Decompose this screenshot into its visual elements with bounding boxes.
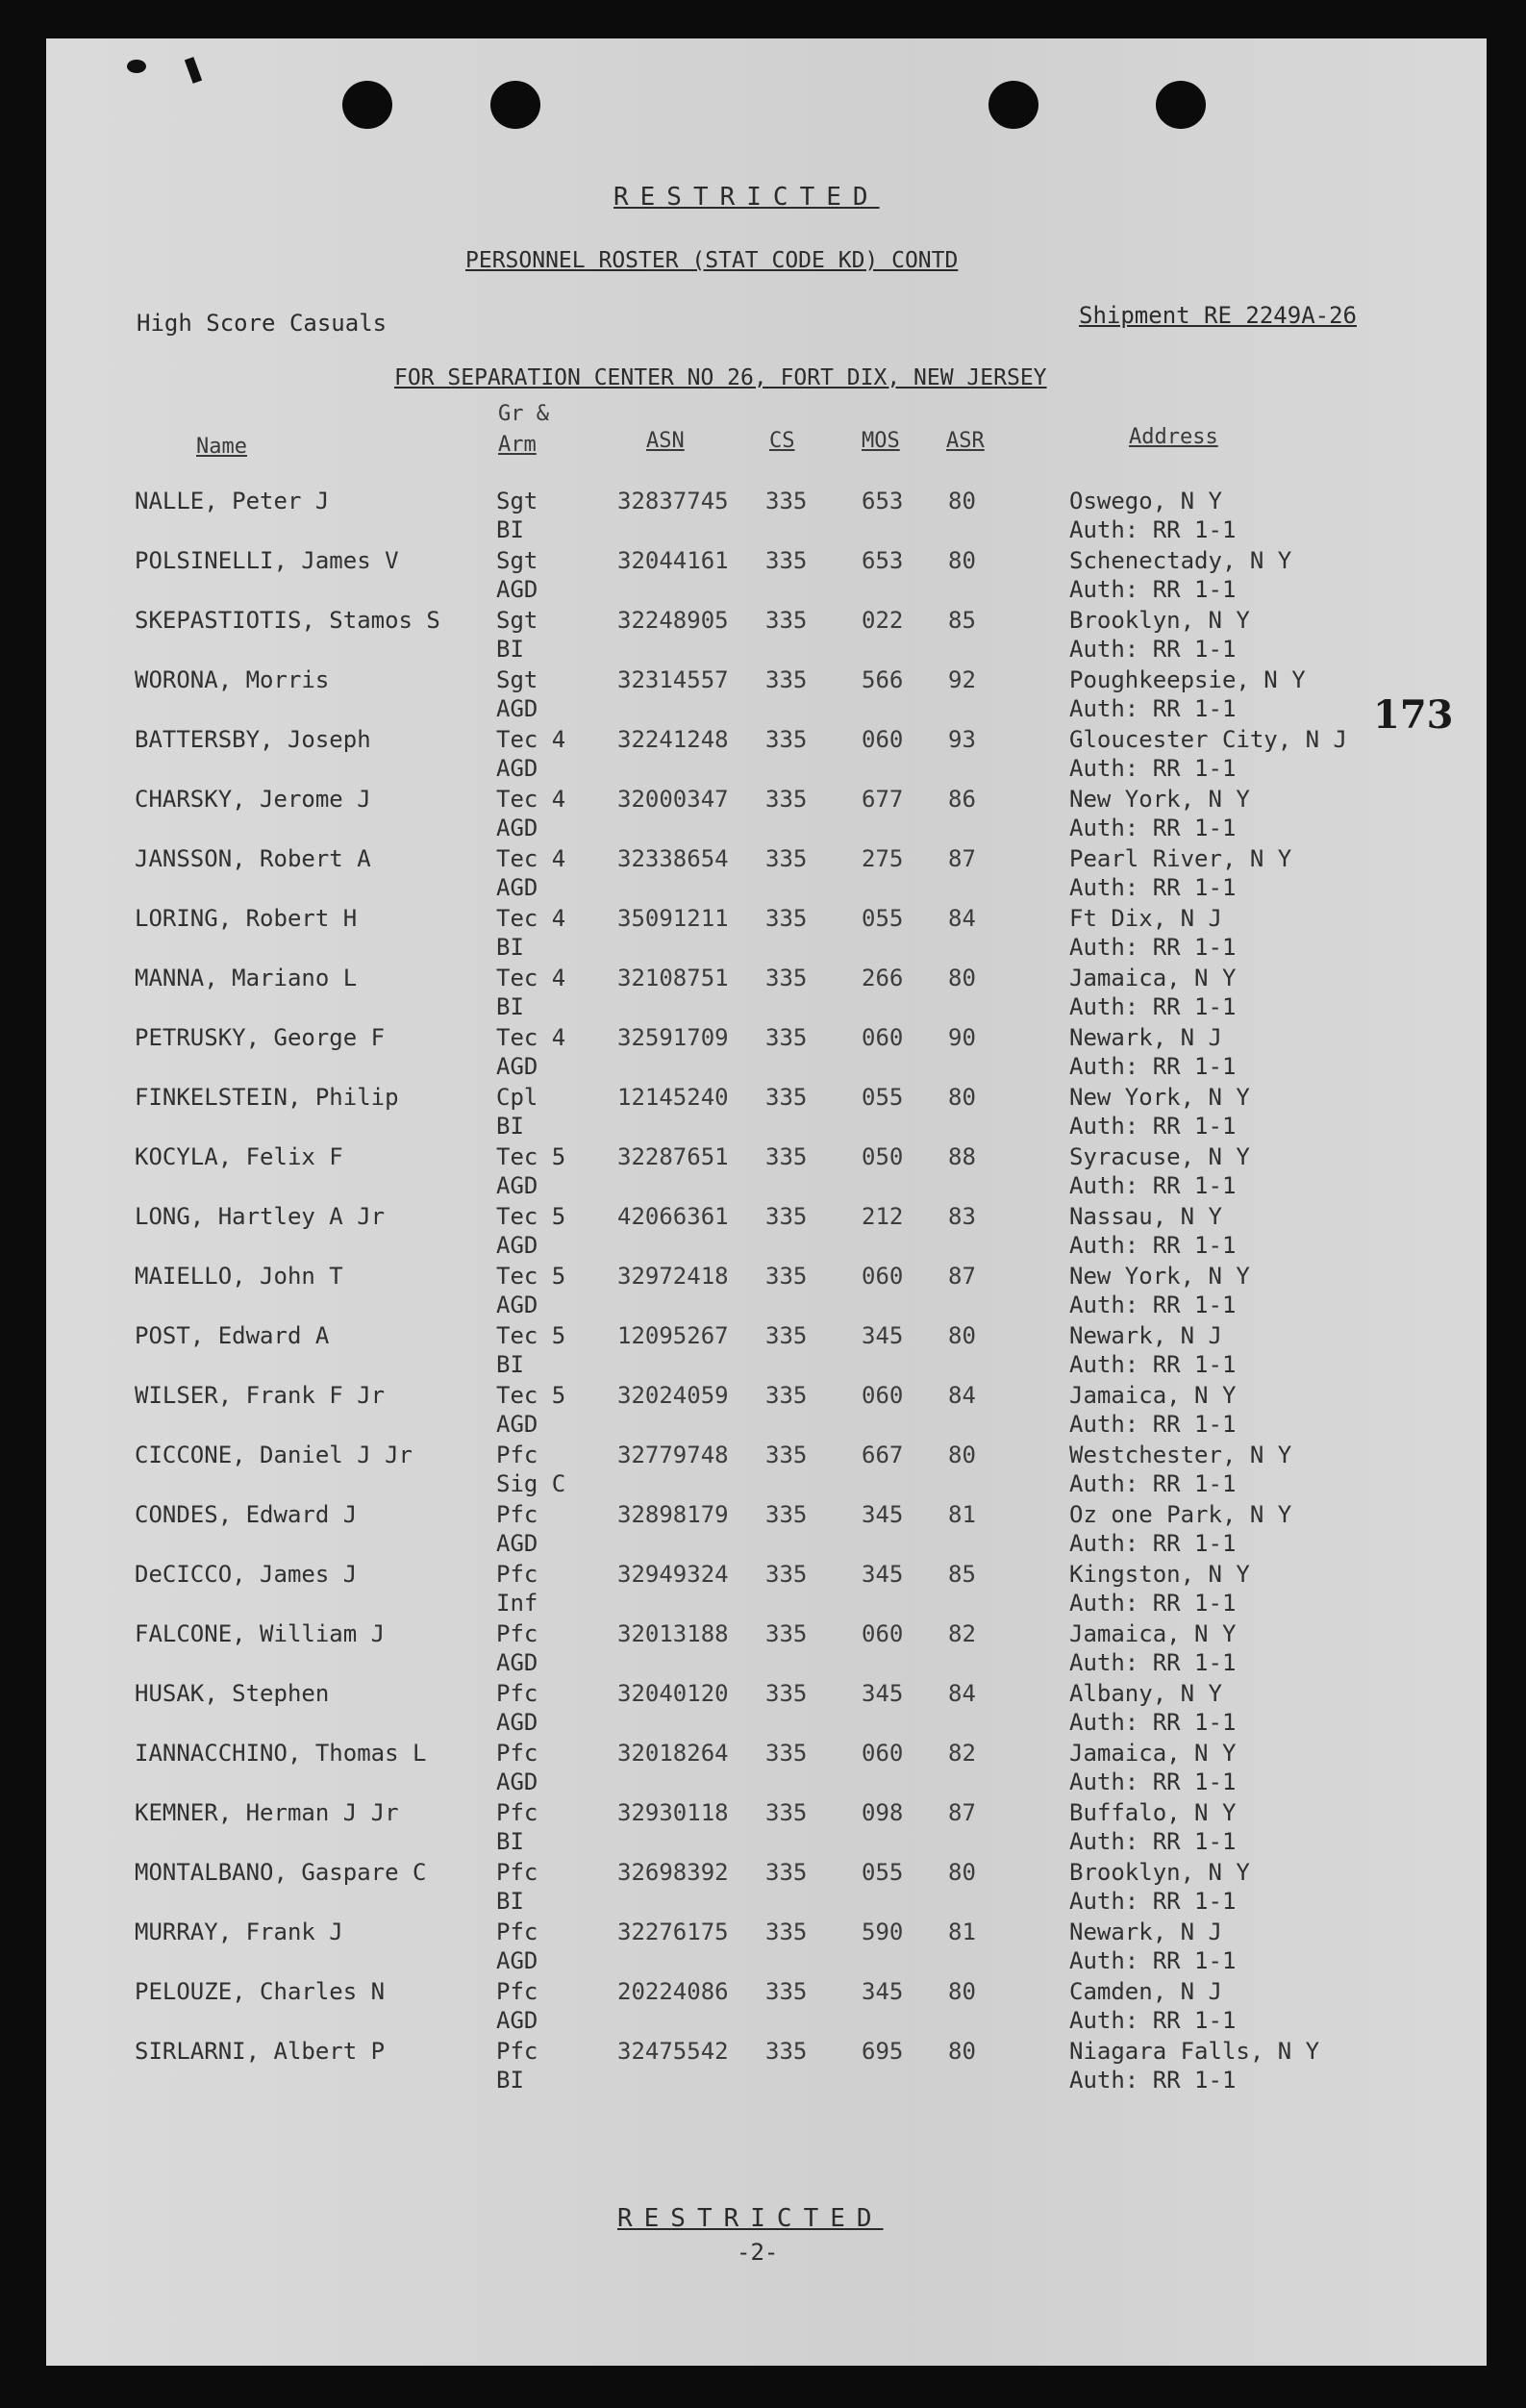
row-name: PELOUZE, Charles N: [135, 1978, 386, 2005]
roster-row: [46, 785, 1487, 844]
row-arm: BI: [496, 1351, 524, 1378]
row-address: Niagara Falls, N Y: [1069, 2038, 1320, 2065]
row-arm: AGD: [496, 1530, 538, 1557]
row-asn: 32000347: [617, 786, 729, 813]
roster-row: [46, 904, 1487, 964]
row-mos: 345: [862, 1322, 904, 1349]
row-address: Jamaica, N Y: [1069, 965, 1237, 991]
row-name: LORING, Robert H: [135, 905, 358, 932]
row-mos: 266: [862, 965, 904, 991]
row-mos: 050: [862, 1143, 904, 1170]
roster-row: [46, 964, 1487, 1023]
row-authorization: Auth: RR 1-1: [1069, 1292, 1237, 1318]
row-asr: 80: [948, 2038, 976, 2065]
col-header-arm: Arm: [498, 433, 537, 457]
row-address: Brooklyn, N Y: [1069, 607, 1250, 634]
row-grade: Sgt: [496, 488, 538, 514]
row-authorization: Auth: RR 1-1: [1069, 1530, 1237, 1557]
row-cs: 335: [765, 1263, 808, 1290]
row-grade: Tec 4: [496, 845, 566, 872]
row-asr: 87: [948, 1263, 976, 1290]
row-grade: Pfc: [496, 1442, 538, 1468]
row-name: MAIELLO, John T: [135, 1263, 343, 1290]
row-name: SKEPASTIOTIS, Stamos S: [135, 607, 440, 634]
staple-mark: [185, 57, 202, 84]
row-cs: 335: [765, 726, 808, 753]
row-asr: 93: [948, 726, 976, 753]
roster-row: [46, 1977, 1487, 2037]
row-name: POST, Edward A: [135, 1322, 330, 1349]
row-name: MURRAY, Frank J: [135, 1919, 343, 1945]
classification-bottom: RESTRICTED: [617, 2204, 884, 2233]
torn-corner-mark: [127, 60, 146, 73]
row-grade: Tec 4: [496, 965, 566, 991]
row-grade: Pfc: [496, 1740, 538, 1767]
row-cs: 335: [765, 1084, 808, 1111]
row-cs: 335: [765, 1561, 808, 1588]
row-authorization: Auth: RR 1-1: [1069, 1411, 1237, 1438]
row-asn: 32972418: [617, 1263, 729, 1290]
roster-row: [46, 1441, 1487, 1500]
row-address: Schenectady, N Y: [1069, 547, 1292, 574]
row-asn: 12145240: [617, 1084, 729, 1111]
row-grade: Pfc: [496, 1799, 538, 1826]
row-arm: AGD: [496, 576, 538, 603]
row-address: Pearl River, N Y: [1069, 845, 1292, 872]
row-arm: AGD: [496, 755, 538, 782]
row-asr: 87: [948, 845, 976, 872]
row-cs: 335: [765, 1919, 808, 1945]
row-grade: Cpl: [496, 1084, 538, 1111]
row-grade: Pfc: [496, 1620, 538, 1647]
row-cs: 335: [765, 1203, 808, 1230]
row-arm: BI: [496, 636, 524, 663]
row-address: New York, N Y: [1069, 786, 1250, 813]
row-asn: 32044161: [617, 547, 729, 574]
row-asn: 42066361: [617, 1203, 729, 1230]
roster-row: [46, 1381, 1487, 1441]
row-grade: Pfc: [496, 2038, 538, 2065]
row-authorization: Auth: RR 1-1: [1069, 2067, 1237, 2094]
col-header-address: Address: [1129, 425, 1218, 449]
row-name: CONDES, Edward J: [135, 1501, 358, 1528]
row-cs: 335: [765, 666, 808, 693]
roster-title: PERSONNEL ROSTER (STAT CODE KD) CONTD: [465, 248, 959, 273]
row-name: HUSAK, Stephen: [135, 1680, 330, 1707]
row-cs: 335: [765, 1740, 808, 1767]
row-cs: 335: [765, 1442, 808, 1468]
row-authorization: Auth: RR 1-1: [1069, 1768, 1237, 1795]
row-asr: 80: [948, 1322, 976, 1349]
row-name: FALCONE, William J: [135, 1620, 386, 1647]
row-grade: Pfc: [496, 1501, 538, 1528]
row-mos: 055: [862, 1859, 904, 1886]
row-address: Kingston, N Y: [1069, 1561, 1250, 1588]
row-arm: AGD: [496, 1053, 538, 1080]
row-address: Newark, N J: [1069, 1919, 1222, 1945]
row-asn: 32930118: [617, 1799, 729, 1826]
row-name: WILSER, Frank F Jr: [135, 1382, 386, 1409]
row-name: CHARSKY, Jerome J: [135, 786, 371, 813]
row-arm: BI: [496, 2067, 524, 2094]
row-address: New York, N Y: [1069, 1263, 1250, 1290]
row-asr: 82: [948, 1620, 976, 1647]
row-arm: BI: [496, 516, 524, 543]
row-cs: 335: [765, 1024, 808, 1051]
roster-row: [46, 1560, 1487, 1619]
row-cs: 335: [765, 1799, 808, 1826]
row-address: Syracuse, N Y: [1069, 1143, 1250, 1170]
row-asn: 32108751: [617, 965, 729, 991]
row-grade: Pfc: [496, 1919, 538, 1945]
roster-row: [46, 725, 1487, 785]
destination-line: FOR SEPARATION CENTER NO 26, FORT DIX, NEW JERSEY: [394, 365, 1047, 390]
row-mos: 060: [862, 1024, 904, 1051]
row-address: Albany, N Y: [1069, 1680, 1222, 1707]
row-name: JANSSON, Robert A: [135, 845, 371, 872]
roster-row: [46, 606, 1487, 665]
row-arm: AGD: [496, 2007, 538, 2034]
roster-row: [46, 1262, 1487, 1321]
row-cs: 335: [765, 1382, 808, 1409]
row-cs: 335: [765, 1978, 808, 2005]
row-cs: 335: [765, 1680, 808, 1707]
row-asn: 20224086: [617, 1978, 729, 2005]
row-address: Newark, N J: [1069, 1024, 1222, 1051]
col-header-grade: Gr &: [498, 402, 549, 426]
row-authorization: Auth: RR 1-1: [1069, 934, 1237, 961]
row-mos: 060: [862, 1620, 904, 1647]
row-asn: 32287651: [617, 1143, 729, 1170]
row-mos: 345: [862, 1680, 904, 1707]
row-asr: 80: [948, 1859, 976, 1886]
row-asr: 81: [948, 1919, 976, 1945]
row-cs: 335: [765, 845, 808, 872]
row-asr: 82: [948, 1740, 976, 1767]
row-arm: AGD: [496, 1709, 538, 1736]
row-asn: 32013188: [617, 1620, 729, 1647]
row-authorization: Auth: RR 1-1: [1069, 695, 1237, 722]
row-address: Jamaica, N Y: [1069, 1620, 1237, 1647]
row-address: Jamaica, N Y: [1069, 1382, 1237, 1409]
row-name: IANNACCHINO, Thomas L: [135, 1740, 427, 1767]
row-arm: Sig C: [496, 1470, 566, 1497]
row-arm: AGD: [496, 1947, 538, 1974]
row-authorization: Auth: RR 1-1: [1069, 1470, 1237, 1497]
row-grade: Pfc: [496, 1978, 538, 2005]
row-name: POLSINELLI, James V: [135, 547, 399, 574]
row-mos: 060: [862, 1263, 904, 1290]
roster-row: [46, 1739, 1487, 1798]
roster-row: [46, 665, 1487, 725]
row-asn: 32475542: [617, 2038, 729, 2065]
row-mos: 653: [862, 547, 904, 574]
row-authorization: Auth: RR 1-1: [1069, 755, 1237, 782]
row-mos: 677: [862, 786, 904, 813]
row-cs: 335: [765, 905, 808, 932]
roster-row: [46, 1202, 1487, 1262]
row-asn: 32314557: [617, 666, 729, 693]
row-authorization: Auth: RR 1-1: [1069, 1590, 1237, 1617]
row-cs: 335: [765, 488, 808, 514]
row-grade: Tec 4: [496, 786, 566, 813]
col-header-cs: CS: [769, 429, 795, 453]
row-mos: 590: [862, 1919, 904, 1945]
row-address: Poughkeepsie, N Y: [1069, 666, 1306, 693]
row-grade: Pfc: [496, 1680, 538, 1707]
row-asr: 87: [948, 1799, 976, 1826]
row-asr: 81: [948, 1501, 976, 1528]
row-asr: 84: [948, 1680, 976, 1707]
row-arm: AGD: [496, 815, 538, 841]
row-mos: 055: [862, 905, 904, 932]
row-mos: 060: [862, 726, 904, 753]
row-name: KEMNER, Herman J Jr: [135, 1799, 399, 1826]
row-asn: 32779748: [617, 1442, 729, 1468]
col-header-mos: MOS: [862, 429, 900, 453]
row-name: SIRLARNI, Albert P: [135, 2038, 386, 2065]
row-authorization: Auth: RR 1-1: [1069, 2007, 1237, 2034]
row-arm: AGD: [496, 1768, 538, 1795]
row-authorization: Auth: RR 1-1: [1069, 993, 1237, 1020]
punch-hole: [988, 81, 1038, 129]
row-grade: Tec 5: [496, 1143, 566, 1170]
row-asn: 32248905: [617, 607, 729, 634]
row-arm: AGD: [496, 695, 538, 722]
row-asn: 32837745: [617, 488, 729, 514]
row-arm: AGD: [496, 1649, 538, 1676]
row-authorization: Auth: RR 1-1: [1069, 1649, 1237, 1676]
col-header-asn: ASN: [646, 429, 685, 453]
row-cs: 335: [765, 965, 808, 991]
row-asn: 32898179: [617, 1501, 729, 1528]
col-header-asr: ASR: [946, 429, 985, 453]
roster-row: [46, 1321, 1487, 1381]
row-grade: Tec 5: [496, 1263, 566, 1290]
roster-row: [46, 487, 1487, 546]
row-authorization: Auth: RR 1-1: [1069, 1351, 1237, 1378]
row-cs: 335: [765, 1322, 808, 1349]
row-address: Camden, N J: [1069, 1978, 1222, 2005]
punch-hole: [342, 81, 392, 129]
row-authorization: Auth: RR 1-1: [1069, 516, 1237, 543]
row-authorization: Auth: RR 1-1: [1069, 1828, 1237, 1855]
group-label: High Score Casuals: [137, 310, 388, 337]
row-mos: 275: [862, 845, 904, 872]
row-cs: 335: [765, 1143, 808, 1170]
row-asr: 83: [948, 1203, 976, 1230]
row-asn: 32241248: [617, 726, 729, 753]
row-asr: 80: [948, 1084, 976, 1111]
row-authorization: Auth: RR 1-1: [1069, 1172, 1237, 1199]
row-authorization: Auth: RR 1-1: [1069, 1947, 1237, 1974]
row-authorization: Auth: RR 1-1: [1069, 874, 1237, 901]
row-arm: BI: [496, 1828, 524, 1855]
row-address: Oswego, N Y: [1069, 488, 1222, 514]
row-arm: Inf: [496, 1590, 538, 1617]
row-asr: 88: [948, 1143, 976, 1170]
col-header-name: Name: [196, 435, 247, 459]
row-mos: 345: [862, 1501, 904, 1528]
roster-row: [46, 1500, 1487, 1560]
roster-row: [46, 1083, 1487, 1142]
roster-row: [46, 2037, 1487, 2096]
row-asr: 80: [948, 1442, 976, 1468]
row-asn: 32040120: [617, 1680, 729, 1707]
row-name: KOCYLA, Felix F: [135, 1143, 343, 1170]
row-address: New York, N Y: [1069, 1084, 1250, 1111]
row-authorization: Auth: RR 1-1: [1069, 815, 1237, 841]
row-asn: 32024059: [617, 1382, 729, 1409]
row-mos: 212: [862, 1203, 904, 1230]
row-grade: Tec 4: [496, 905, 566, 932]
row-cs: 335: [765, 1859, 808, 1886]
row-asn: 32018264: [617, 1740, 729, 1767]
page-number-stamp: 173: [1373, 692, 1454, 738]
row-asn: 32949324: [617, 1561, 729, 1588]
roster-row: [46, 1142, 1487, 1202]
row-asn: 32338654: [617, 845, 729, 872]
row-mos: 022: [862, 607, 904, 634]
row-asn: 32591709: [617, 1024, 729, 1051]
row-address: Ft Dix, N J: [1069, 905, 1222, 932]
punch-hole: [490, 81, 540, 129]
row-cs: 335: [765, 607, 808, 634]
row-asn: 12095267: [617, 1322, 729, 1349]
row-cs: 335: [765, 786, 808, 813]
row-cs: 335: [765, 1501, 808, 1528]
row-arm: BI: [496, 1888, 524, 1915]
row-arm: BI: [496, 934, 524, 961]
punch-hole: [1156, 81, 1206, 129]
row-asr: 86: [948, 786, 976, 813]
row-address: Newark, N J: [1069, 1322, 1222, 1349]
row-name: CICCONE, Daniel J Jr: [135, 1442, 413, 1468]
row-authorization: Auth: RR 1-1: [1069, 576, 1237, 603]
row-arm: AGD: [496, 874, 538, 901]
row-asr: 80: [948, 965, 976, 991]
row-mos: 345: [862, 1561, 904, 1588]
row-arm: AGD: [496, 1232, 538, 1259]
row-arm: AGD: [496, 1292, 538, 1318]
document-page: [46, 38, 1487, 2366]
roster-row: [46, 1023, 1487, 1083]
row-mos: 060: [862, 1740, 904, 1767]
row-mos: 653: [862, 488, 904, 514]
row-authorization: Auth: RR 1-1: [1069, 1709, 1237, 1736]
roster-row: [46, 546, 1487, 606]
row-name: FINKELSTEIN, Philip: [135, 1084, 399, 1111]
row-mos: 060: [862, 1382, 904, 1409]
row-grade: Tec 4: [496, 1024, 566, 1051]
row-name: MONTALBANO, Gaspare C: [135, 1859, 427, 1886]
row-asr: 85: [948, 1561, 976, 1588]
row-mos: 566: [862, 666, 904, 693]
row-authorization: Auth: RR 1-1: [1069, 1113, 1237, 1140]
row-mos: 098: [862, 1799, 904, 1826]
row-grade: Pfc: [496, 1561, 538, 1588]
row-asr: 90: [948, 1024, 976, 1051]
row-arm: BI: [496, 1113, 524, 1140]
row-asr: 85: [948, 607, 976, 634]
row-asn: 35091211: [617, 905, 729, 932]
row-grade: Tec 4: [496, 726, 566, 753]
page-footer-number: -2-: [737, 2239, 779, 2266]
row-cs: 335: [765, 1620, 808, 1647]
roster-row: [46, 844, 1487, 904]
row-arm: AGD: [496, 1411, 538, 1438]
row-address: Oz one Park, N Y: [1069, 1501, 1292, 1528]
row-asr: 80: [948, 1978, 976, 2005]
row-cs: 335: [765, 2038, 808, 2065]
row-name: NALLE, Peter J: [135, 488, 330, 514]
row-asn: 32698392: [617, 1859, 729, 1886]
row-authorization: Auth: RR 1-1: [1069, 1053, 1237, 1080]
roster-row: [46, 1858, 1487, 1918]
row-name: WORONA, Morris: [135, 666, 330, 693]
row-mos: 695: [862, 2038, 904, 2065]
roster-row: [46, 1918, 1487, 1977]
row-mos: 667: [862, 1442, 904, 1468]
row-address: Brooklyn, N Y: [1069, 1859, 1250, 1886]
shipment-label: Shipment RE 2249A-26: [1079, 302, 1357, 329]
row-asr: 84: [948, 1382, 976, 1409]
row-asr: 80: [948, 488, 976, 514]
roster-row: [46, 1619, 1487, 1679]
row-grade: Tec 5: [496, 1322, 566, 1349]
row-mos: 055: [862, 1084, 904, 1111]
row-arm: AGD: [496, 1172, 538, 1199]
row-name: PETRUSKY, George F: [135, 1024, 386, 1051]
row-grade: Sgt: [496, 666, 538, 693]
roster-row: [46, 1798, 1487, 1858]
row-address: Jamaica, N Y: [1069, 1740, 1237, 1767]
classification-top: RESTRICTED: [613, 183, 880, 212]
row-authorization: Auth: RR 1-1: [1069, 1232, 1237, 1259]
row-address: Gloucester City, N J: [1069, 726, 1347, 753]
row-asn: 32276175: [617, 1919, 729, 1945]
row-name: LONG, Hartley A Jr: [135, 1203, 386, 1230]
row-address: Westchester, N Y: [1069, 1442, 1292, 1468]
row-asr: 84: [948, 905, 976, 932]
row-grade: Tec 5: [496, 1382, 566, 1409]
row-name: BATTERSBY, Joseph: [135, 726, 371, 753]
row-address: Nassau, N Y: [1069, 1203, 1222, 1230]
row-asr: 92: [948, 666, 976, 693]
row-name: DeCICCO, James J: [135, 1561, 358, 1588]
row-arm: BI: [496, 993, 524, 1020]
row-address: Buffalo, N Y: [1069, 1799, 1237, 1826]
row-asr: 80: [948, 547, 976, 574]
row-grade: Sgt: [496, 547, 538, 574]
row-grade: Tec 5: [496, 1203, 566, 1230]
row-authorization: Auth: RR 1-1: [1069, 1888, 1237, 1915]
row-grade: Pfc: [496, 1859, 538, 1886]
row-grade: Sgt: [496, 607, 538, 634]
row-name: MANNA, Mariano L: [135, 965, 358, 991]
row-mos: 345: [862, 1978, 904, 2005]
row-cs: 335: [765, 547, 808, 574]
row-authorization: Auth: RR 1-1: [1069, 636, 1237, 663]
roster-row: [46, 1679, 1487, 1739]
